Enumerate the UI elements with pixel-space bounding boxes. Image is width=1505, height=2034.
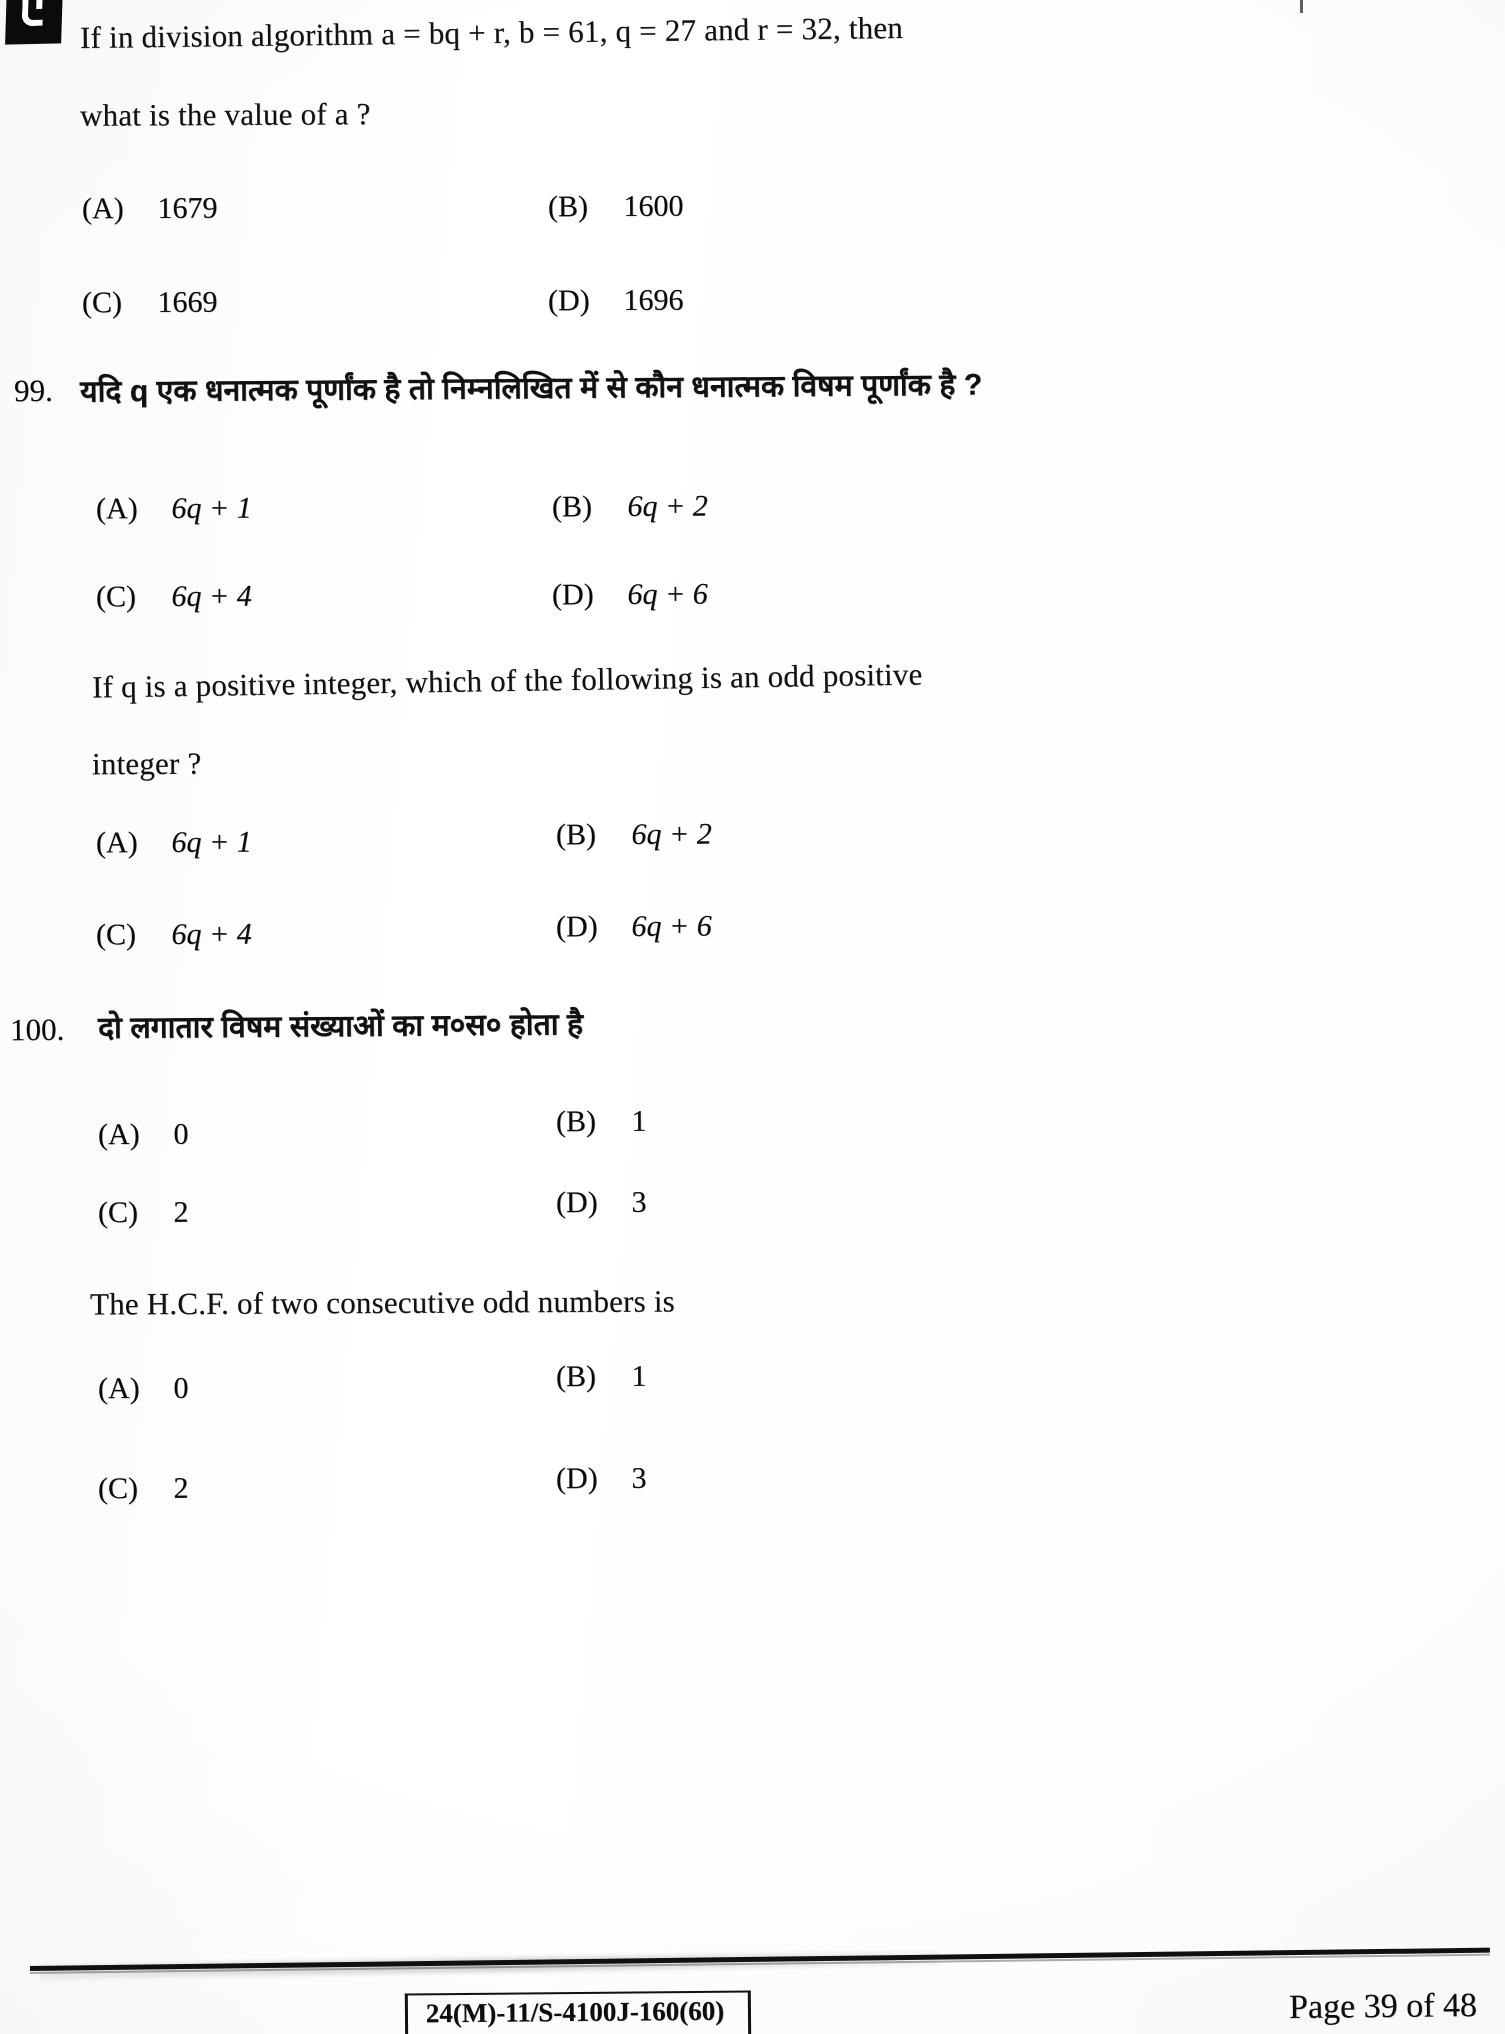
q100-english-option-b-value: 1 xyxy=(631,1359,647,1393)
q98-stem-line-1: If in division algorithm a = bq + r, b = 61, q = 27 and r = 32, then xyxy=(79,9,904,56)
scan-corner-mark-icon xyxy=(5,0,63,45)
q98-stem-line-2: what is the value of a ? xyxy=(79,96,371,133)
q99-english-option-d[interactable] xyxy=(556,910,712,945)
q98-option-b-value: 1600 xyxy=(623,189,684,223)
q98-option-c-value: 1669 xyxy=(157,285,218,319)
q99-english-option-a[interactable] xyxy=(96,826,252,861)
q99-hindi-stem: यदि q एक धनात्मक पूर्णांक है तो निम्नलिखित में से कौन धनात्मक विषम पूर्णांक है ? xyxy=(79,368,983,409)
q98-option-d[interactable] xyxy=(548,284,684,319)
q99-english-option-b-value: 6q + 2 xyxy=(631,817,712,852)
q99-hindi-option-b-label: (B) xyxy=(551,490,593,524)
q100-hindi-option-a-value: 0 xyxy=(173,1117,189,1151)
q99-english-stem-line-2: integer ? xyxy=(91,745,202,782)
q98-option-a[interactable] xyxy=(82,192,218,227)
q98-option-c[interactable] xyxy=(82,286,218,321)
q100-number: 100. xyxy=(9,1011,65,1048)
q100-hindi-option-a[interactable] xyxy=(98,1118,189,1152)
q100-english-option-d[interactable] xyxy=(556,1462,647,1496)
q100-english-option-a-value: 0 xyxy=(173,1371,189,1405)
q100-english-option-c-label: (C) xyxy=(97,1472,139,1506)
q99-hindi-option-b[interactable] xyxy=(552,490,708,525)
q99-english-option-c-label: (C) xyxy=(95,918,137,952)
q100-hindi-option-d-label: (D) xyxy=(555,1186,598,1220)
q98-option-a-value: 1679 xyxy=(157,191,218,225)
q99-hindi-option-d-label: (D) xyxy=(551,578,594,612)
q99-english-stem-line-1: If q is a positive integer, which of the following is an odd positive xyxy=(91,656,923,705)
q100-english-stem: The H.C.F. of two consecutive odd numbers is xyxy=(89,1283,675,1322)
q99-english-option-c[interactable] xyxy=(96,918,252,953)
q99-hindi-option-c-value: 6q + 4 xyxy=(171,579,252,614)
q99-hindi-option-a[interactable] xyxy=(96,492,252,527)
q99-hindi-option-d-value: 6q + 6 xyxy=(627,577,708,612)
q99-number: 99. xyxy=(13,372,53,409)
q99-english-option-a-label: (A) xyxy=(95,826,138,860)
q100-english-option-d-value: 3 xyxy=(631,1461,647,1495)
q98-option-c-label: (C) xyxy=(81,286,123,320)
q100-hindi-option-d-value: 3 xyxy=(631,1185,647,1219)
footer-paper-code: 24(M)-11/S-4100J-160(60) xyxy=(425,1995,725,2029)
q100-hindi-option-b-value: 1 xyxy=(631,1104,647,1138)
q100-hindi-option-c-label: (C) xyxy=(97,1196,139,1230)
q100-english-option-b[interactable] xyxy=(556,1360,647,1394)
q99-english-option-d-value: 6q + 6 xyxy=(631,909,712,944)
q100-hindi-stem: दो लगातार विषम संख्याओं का म०स० होता है xyxy=(97,1008,584,1045)
q100-english-option-b-label: (B) xyxy=(555,1360,597,1394)
q98-option-b-label: (B) xyxy=(547,190,589,224)
q99-english-option-d-label: (D) xyxy=(555,910,598,944)
q100-english-option-c-value: 2 xyxy=(173,1471,189,1505)
q99-hindi-option-a-label: (A) xyxy=(95,492,138,526)
q98-option-a-label: (A) xyxy=(81,192,124,226)
q100-english-option-d-label: (D) xyxy=(555,1462,598,1496)
q100-hindi-option-b-label: (B) xyxy=(555,1105,597,1139)
q99-english-option-c-value: 6q + 4 xyxy=(171,917,252,952)
q98-option-b[interactable] xyxy=(548,190,684,225)
q100-hindi-option-c-value: 2 xyxy=(173,1195,189,1229)
footer-page-number: Page 39 of 48 xyxy=(1288,1987,1478,2026)
scan-top-tick-icon xyxy=(1300,0,1303,13)
q100-hindi-option-a-label: (A) xyxy=(97,1118,140,1152)
q99-hindi-option-d[interactable] xyxy=(552,578,708,613)
q99-hindi-option-c-label: (C) xyxy=(95,580,137,614)
q99-hindi-option-b-value: 6q + 2 xyxy=(627,489,708,524)
q99-hindi-option-c[interactable] xyxy=(96,580,252,615)
q99-english-option-a-value: 6q + 1 xyxy=(171,825,252,860)
q100-english-option-a[interactable] xyxy=(98,1372,189,1406)
q99-english-option-b[interactable] xyxy=(556,818,712,853)
q99-english-option-b-label: (B) xyxy=(555,818,597,852)
q100-hindi-option-c[interactable] xyxy=(98,1196,189,1230)
q98-option-d-value: 1696 xyxy=(623,283,684,317)
q99-hindi-option-a-value: 6q + 1 xyxy=(171,491,252,526)
q100-hindi-option-b[interactable] xyxy=(556,1105,647,1139)
q100-english-option-c[interactable] xyxy=(98,1472,189,1506)
q100-hindi-option-d[interactable] xyxy=(556,1186,647,1220)
q98-option-d-label: (D) xyxy=(547,284,590,318)
q100-english-option-a-label: (A) xyxy=(97,1372,140,1406)
